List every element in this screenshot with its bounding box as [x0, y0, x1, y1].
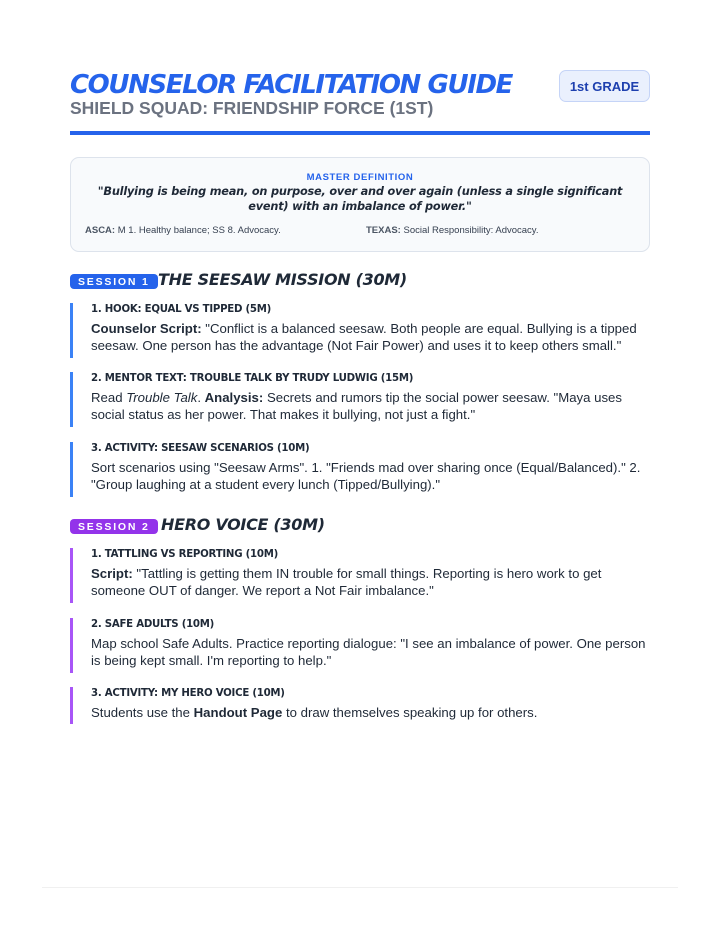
step-heading: 2. SAFE ADULTS (10M): [91, 619, 215, 630]
step-body: Sort scenarios using "Seesaw Arms". 1. "Friends mad over sharing once (Equal/Balanced)." 2. "Group laughing at a student every lunch (Tipped/Bullying).": [91, 460, 641, 492]
session-1-header: [70, 272, 650, 292]
asca-standard: [85, 225, 281, 236]
texas-text: Social Responsibility: Advocacy.: [400, 225, 539, 236]
texas-label: TEXAS:: [366, 225, 401, 236]
step-body: [91, 704, 651, 721]
definition-quote: "Bullying is being mean, on purpose, over and over again (unless a single significant event) with an imbalance of power.": [97, 185, 623, 213]
texas-standard: [366, 225, 538, 236]
grade-badge: 1st GRADE: [559, 70, 650, 102]
step-body: [91, 389, 651, 423]
step-text: to draw themselves speaking up for others.: [282, 705, 538, 720]
step-text: Secrets and rumors tip the social power seesaw. "Maya uses social status as her power. That makes it bullying, not just a fight.": [91, 390, 622, 422]
footer-divider: [42, 887, 678, 888]
session-1-title: THE SEESAW MISSION (30M): [158, 270, 407, 289]
book-title: Trouble Talk: [126, 390, 198, 405]
session-2-step-3: [70, 687, 650, 724]
step-lead: Script:: [91, 566, 133, 581]
step-pre: Read: [91, 390, 127, 405]
step-mid: .: [197, 390, 205, 405]
asca-label: ASCA:: [85, 225, 116, 236]
step-heading: 3. ACTIVITY: SEESAW SCENARIOS (10M): [91, 443, 310, 454]
step-body: Map school Safe Adults. Practice reporting dialogue: "I see an imbalance of power. One person is being kept small. I'm reporting to help.": [91, 636, 646, 668]
step-lead: Counselor Script:: [91, 321, 202, 336]
step-lead: Handout Page: [193, 705, 283, 720]
definition-label: MASTER DEFINITION: [306, 172, 414, 183]
step-lead: Analysis:: [204, 390, 264, 405]
step-heading: 1. HOOK: EQUAL VS TIPPED (5M): [91, 304, 272, 315]
session-1-step-1: [70, 303, 650, 358]
step-heading: 1. TATTLING VS REPORTING (10M): [91, 549, 278, 560]
page-title: COUNSELOR FACILITATION GUIDE: [70, 70, 513, 100]
step-pre: Students use the: [91, 705, 194, 720]
session-2-title: HERO VOICE (30M): [161, 515, 325, 534]
session-2-badge: SESSION 2: [70, 519, 158, 534]
session-1-step-3: [70, 442, 650, 497]
page-subtitle: SHIELD SQUAD: FRIENDSHIP FORCE (1ST): [70, 98, 434, 118]
session-1-step-2: [70, 372, 650, 427]
asca-text: M 1. Healthy balance; SS 8. Advocacy.: [115, 225, 281, 236]
session-2-header: [70, 517, 650, 537]
header-divider: [70, 131, 650, 135]
session-2-step-2: [70, 618, 650, 673]
step-text: "Tattling is getting them IN trouble for small things. Reporting is hero work to get someone OUT of danger. We report a Not Fair imbalance.": [91, 566, 602, 598]
page-header: [70, 66, 650, 136]
step-heading: 3. ACTIVITY: MY HERO VOICE (10M): [91, 688, 285, 699]
session-2-step-1: [70, 548, 650, 603]
master-definition-box: [70, 157, 650, 252]
step-text: "Conflict is a balanced seesaw. Both people are equal. Bullying is a tipped seesaw. One person has the advantage (Not Fair Power) and uses it to keep others small.": [91, 321, 637, 353]
session-1-badge: SESSION 1: [70, 274, 158, 289]
step-body: [91, 320, 651, 354]
step-heading: 2. MENTOR TEXT: TROUBLE TALK BY TRUDY LUDWIG (15M): [91, 373, 414, 384]
step-body: [91, 565, 651, 599]
